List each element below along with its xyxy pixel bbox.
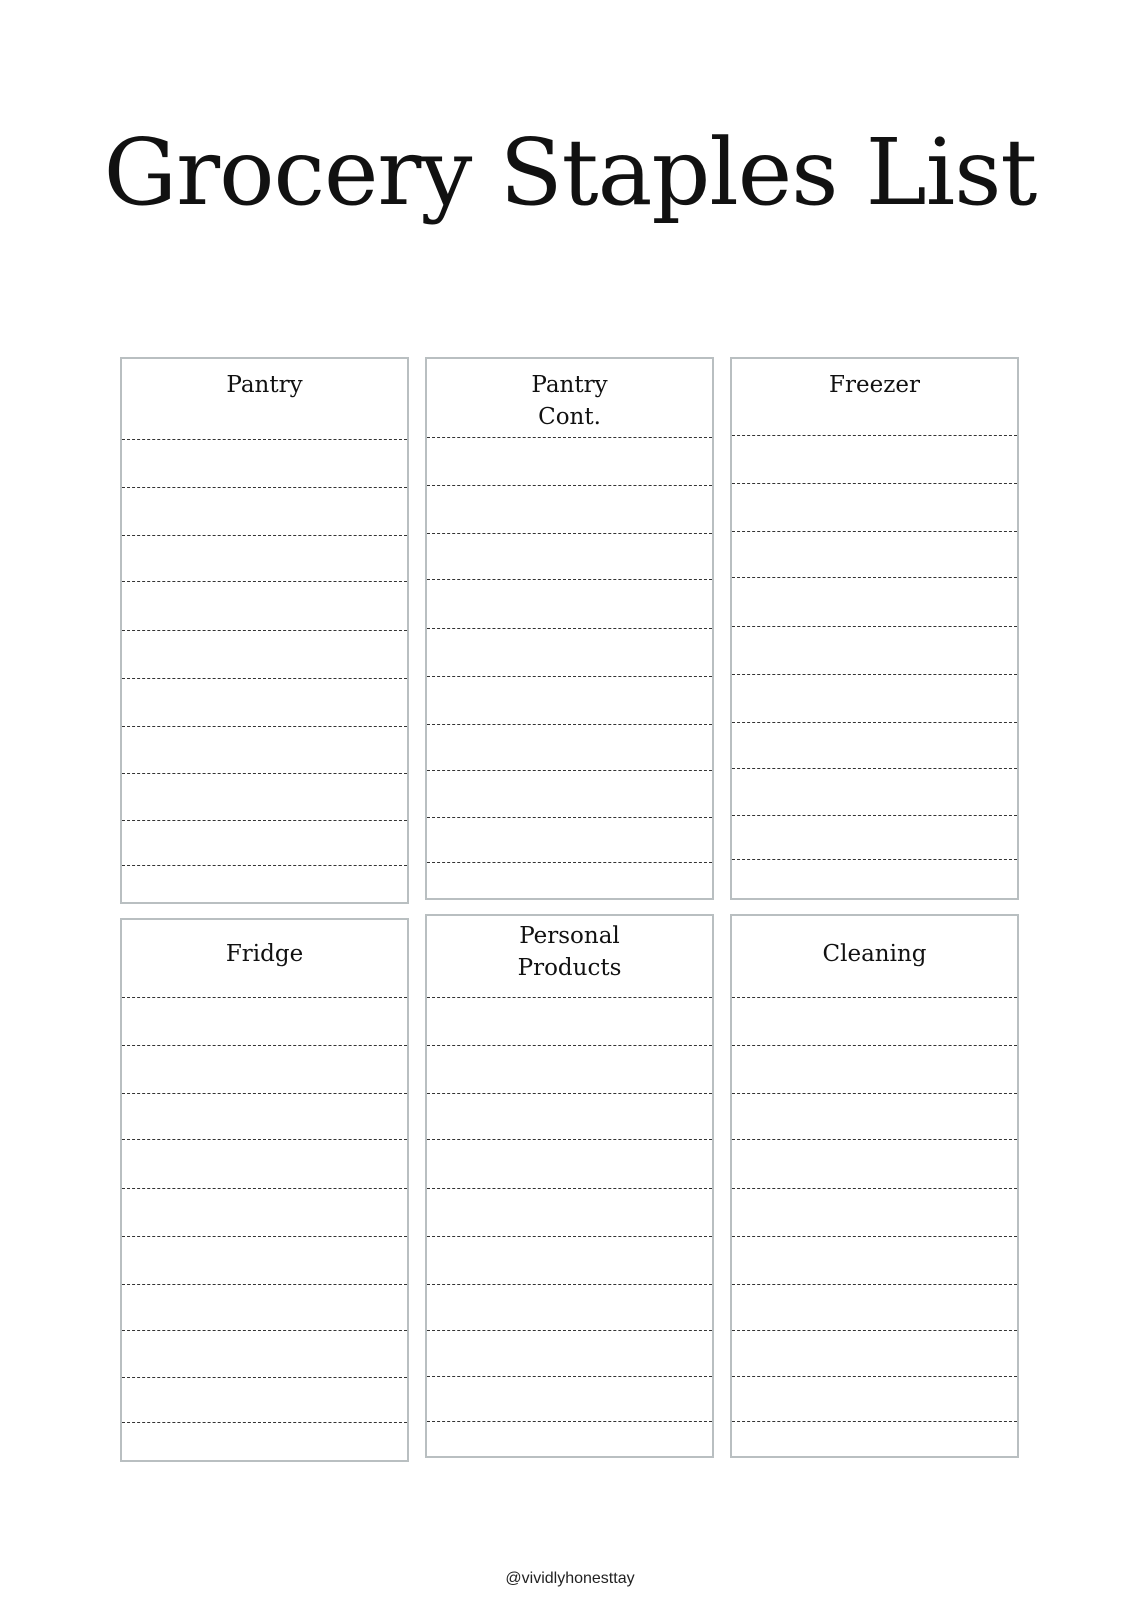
writing-line <box>732 577 1017 578</box>
writing-line <box>732 435 1017 436</box>
writing-line <box>732 859 1017 860</box>
writing-line <box>732 1284 1017 1285</box>
writing-line <box>122 1045 407 1046</box>
writing-line <box>122 1139 407 1140</box>
writing-line <box>732 768 1017 769</box>
writing-line <box>427 676 712 677</box>
writing-line <box>427 1045 712 1046</box>
writing-line <box>122 997 407 998</box>
writing-line <box>732 674 1017 675</box>
writing-line <box>732 1188 1017 1189</box>
section-fridge <box>120 918 409 1462</box>
section-heading: Personal Products <box>517 923 622 981</box>
writing-line <box>427 997 712 998</box>
writing-line <box>427 770 712 771</box>
writing-line <box>732 815 1017 816</box>
writing-line <box>427 1188 712 1189</box>
section-pantry-cont <box>425 357 714 900</box>
writing-line <box>732 1045 1017 1046</box>
writing-line <box>427 817 712 818</box>
writing-line <box>427 1139 712 1140</box>
writing-line <box>732 722 1017 723</box>
writing-line <box>427 862 712 863</box>
writing-line <box>427 485 712 486</box>
writing-line <box>732 1236 1017 1237</box>
writing-line <box>122 1188 407 1189</box>
writing-line <box>732 1421 1017 1422</box>
writing-line <box>732 997 1017 998</box>
writing-line <box>427 579 712 580</box>
writing-line <box>427 1236 712 1237</box>
section-heading: Cleaning <box>822 941 927 967</box>
writing-line <box>732 1330 1017 1331</box>
writing-line <box>427 1093 712 1094</box>
writing-line <box>122 1330 407 1331</box>
writing-line <box>122 773 407 774</box>
writing-line <box>122 439 407 440</box>
writing-line <box>122 487 407 488</box>
section-pantry <box>120 357 409 904</box>
section-freezer <box>730 357 1019 900</box>
writing-line <box>427 1284 712 1285</box>
writing-line <box>427 1330 712 1331</box>
writing-line <box>122 726 407 727</box>
section-personal-products <box>425 914 714 1458</box>
writing-line <box>122 1236 407 1237</box>
page-title: Grocery Staples List <box>103 119 1037 226</box>
writing-line <box>427 628 712 629</box>
section-heading: Fridge <box>225 941 304 967</box>
writing-line <box>732 626 1017 627</box>
section-cleaning <box>730 914 1019 1458</box>
writing-line <box>122 1377 407 1378</box>
writing-line <box>427 1421 712 1422</box>
writing-line <box>122 1093 407 1094</box>
writing-line <box>122 581 407 582</box>
writing-line <box>732 531 1017 532</box>
writing-line <box>427 437 712 438</box>
writing-line <box>122 820 407 821</box>
writing-line <box>122 630 407 631</box>
writing-line <box>732 1376 1017 1377</box>
writing-line <box>122 535 407 536</box>
writing-line <box>732 483 1017 484</box>
writing-line <box>732 1093 1017 1094</box>
writing-line <box>427 724 712 725</box>
section-heading: Pantry Cont. <box>531 372 608 430</box>
writing-line <box>122 1284 407 1285</box>
writing-line <box>122 865 407 866</box>
writing-line <box>122 678 407 679</box>
writing-line <box>122 1422 407 1423</box>
section-heading: Freezer <box>829 372 920 398</box>
writing-line <box>732 1139 1017 1140</box>
writing-line <box>427 1376 712 1377</box>
writing-line <box>427 533 712 534</box>
section-heading: Pantry <box>226 372 303 398</box>
footer-handle: @vividlyhonesttay <box>505 1570 635 1587</box>
